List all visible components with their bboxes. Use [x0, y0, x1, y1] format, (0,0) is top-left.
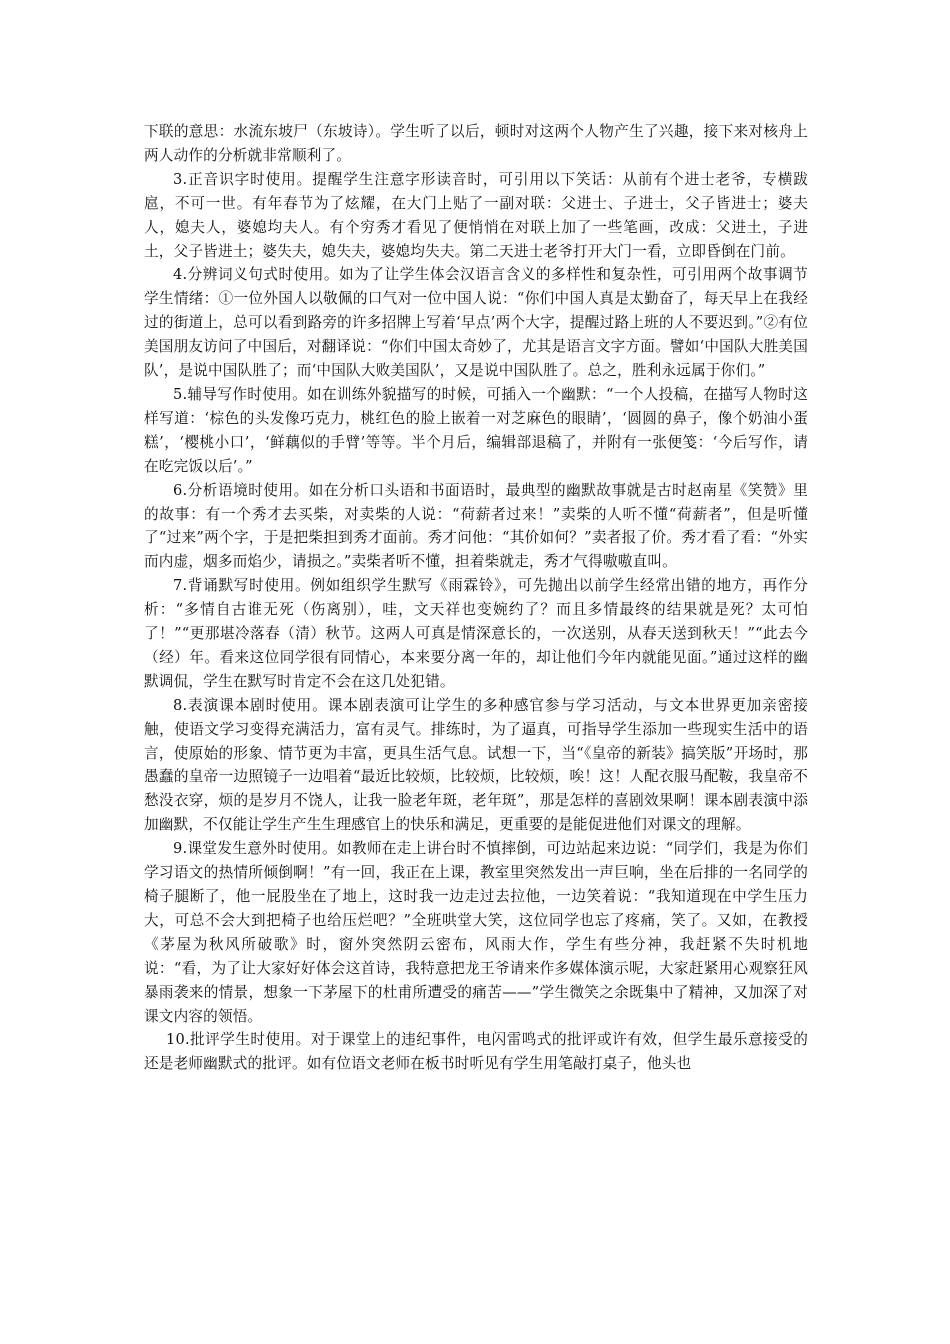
paragraph-continuation: 下联的意思：水流东坡尸（东坡诗）。学生听了以后，顿时对这两个人物产生了兴趣，接下来对核舟上两人动作的分析就非常顺利了。 [144, 123, 808, 164]
paragraph-item-4: 4.分辨词义句式时使用。如为了让学生体会汉语言含义的多样性和复杂性，可引用两个故事调节学生情绪：①一位外国人以敬佩的口气对一位中国人说：“你们中国人真是太勤奋了，每天早上在我经过的街道上，总可以看到路旁的许多招牌上写着‘早点’两个大字，提醒过路上班的人不要迟到。”②有位美国朋友访问了中国后，对翻译说：“你们中国太奇妙了，尤其是语言文字方面。譬如‘中国队大胜美国队’，是说中国队胜了；而‘中国队大败美国队’，又是说中国队胜了。总之，胜利永远属于你们。” [144, 266, 808, 380]
paragraph-item-5: 5.辅导写作时使用。如在训练外貌描写的时候，可插入一个幽默：“一个人投稿，在描写人物时这样写道：‘棕色的头发像巧克力，桃红色的脸上嵌着一对芝麻色的眼睛’，‘圆圆的鼻子，像个奶油小蛋糕’，‘樱桃小口’，‘鲜藕似的手臂’等等。半个月后，编辑部退稿了，并附有一张便笺：‘今后写作，请在吃完饭以后’。” [144, 385, 808, 475]
paragraph-item-9: 9.课堂发生意外时使用。如教师在走上讲台时不慎摔倒，可边站起来边说：“同学们，我是为你们学习语文的热情所倾倒啊！”有一回，我正在上课，教室里突然发出一声巨响，坐在后排的一名同学的椅子腿断了，他一屁股坐在了地上，这时我一边走过去拉他，一边笑着说：“我知道现在中学生压力大，可总不会大到把椅子也给压烂吧？”全班哄堂大笑，这位同学也忘了疼痛，笑了。又如，在教授《茅屋为秋风所破歌》时，窗外突然阴云密布，风雨大作，学生有些分神，我赶紧不失时机地说：“看，为了让大家好好体会这首诗，我特意把龙王爷请来作多媒体演示呢，大家赶紧用心观察狂风暴雨袭来的情景，想象一下茅屋下的杜甫所遭受的痛苦——”学生微笑之余既集中了精神，又加深了对课文内容的领悟。 [144, 840, 808, 1025]
document-body [144, 120, 808, 1076]
paragraph-item-6: 6.分析语境时使用。如在分析口头语和书面语时，最典型的幽默故事就是古时赵南星《笑赞》里的故事：有一个秀才去买柴，对卖柴的人说：“荷薪者过来！”卖柴的人听不懂“荷薪者”，但是听懂了“过来”两个字，于是把柴担到秀才面前。秀才问他：“其价如何？”卖者报了价。秀才看了看：“外实而内虚，烟多而焰少，请损之。”卖柴者听不懂，担着柴就走，秀才气得嗷嗷直叫。 [144, 481, 808, 571]
paragraph-item-10: 10.批评学生时使用。对于课堂上的违纪事件，电闪雷鸣式的批评或许有效，但学生最乐意接受的还是老师幽默式的批评。如有位语文老师在板书时听见有学生用笔敲打桌子，他头也 [144, 1031, 808, 1073]
paragraph-item-3: 3.正音识字时使用。提醒学生注意字形读音时，可引用以下笑话：从前有个进士老爷，专横跋扈，不可一世。有年春节为了炫耀，在大门上贴了一副对联：父进士、子进士，父子皆进士；婆夫人，媳夫人，婆媳均夫人。有个穷秀才看见了便悄悄在对联上加了一些笔画，改成：父进土，子进土，父子皆进土；婆失夫，媳失夫，婆媳均失夫。第二天进士老爷打开大门一看，立即昏倒在门前。 [144, 170, 808, 260]
paragraph-item-8: 8.表演课本剧时使用。课本剧表演可让学生的多种感官参与学习活动，与文本世界更加亲密接触，使语文学习变得充满活力，富有灵气。排练时，为了逼真，可指导学生添加一些现实生活中的语言，使原始的形象、情节更为丰富，更具生活气息。试想一下，当“《皇帝的新装》搞笑版”开场时，那愚蠢的皇帝一边照镜子一边唱着“最近比较烦，比较烦，比较烦，唉！这！人配衣服马配鞍，我皇帝不愁没衣穿，烦的是岁月不饶人，让我一脸老年斑，老年斑”，那是怎样的喜剧效果啊！课本剧表演中添加幽默，不仅能让学生产生生理感官上的快乐和满足，更重要的是能促进他们对课文的理解。 [144, 696, 808, 834]
paragraph-item-7: 7.背诵默写时使用。例如组织学生默写《雨霖铃》，可先抛出以前学生经常出错的地方，再作分析：“多情自古谁无死（伤离别），哇，文天祥也变婉约了？而且多情最终的结果就是死？太可怕了！”“更那堪冷落春（清）秋节。这两人可真是情深意长的，一次送别，从春天送到秋天！”“此去今（经）年。看来这位同学很有同情心，本来要分离一年的，却让他们今年内就能见面。”通过这样的幽默调侃，学生在默写时肯定不会在这几处犯错。 [144, 577, 808, 690]
